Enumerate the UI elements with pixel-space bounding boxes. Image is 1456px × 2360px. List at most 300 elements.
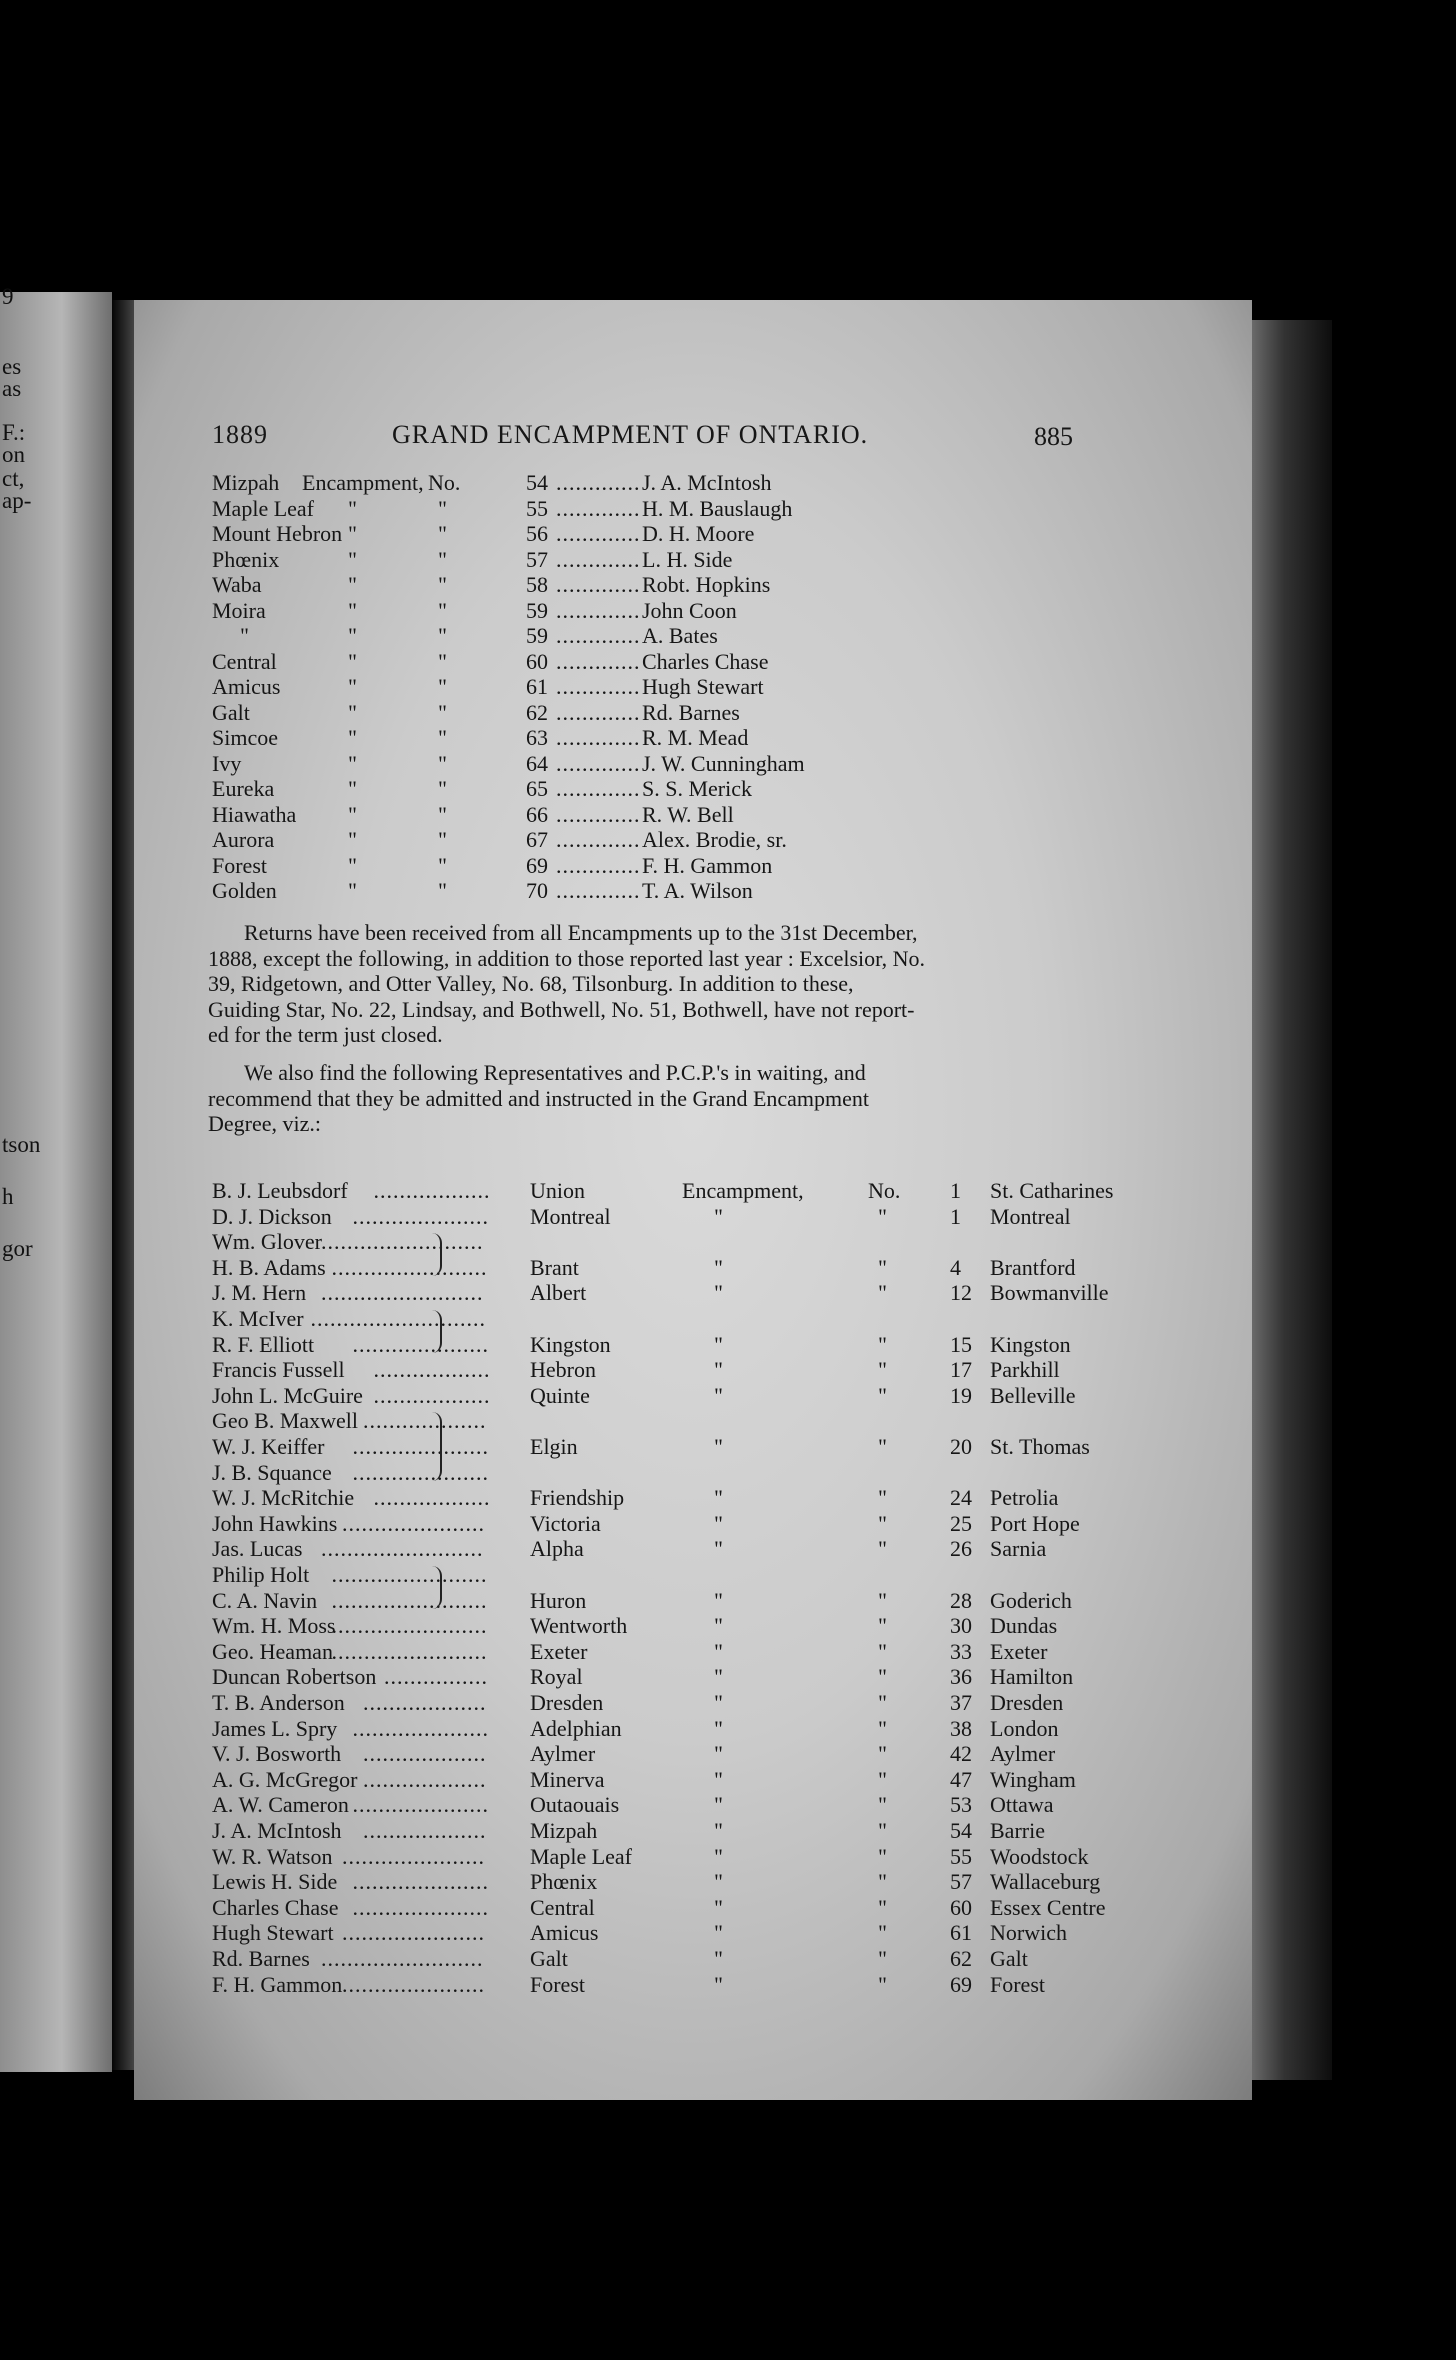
encampment-number: 20 [950, 1434, 972, 1459]
encampment-name: Friendship [530, 1485, 625, 1511]
representative-name: Rd. Barnes [212, 1946, 310, 1971]
encampment-number: 24 [950, 1485, 972, 1511]
representative-name: A. Bates [642, 623, 718, 648]
representatives-paragraph [208, 1060, 1168, 1137]
encampment-name: Huron [530, 1587, 587, 1613]
location-name: Galt [990, 1946, 1028, 1971]
encampment-number: 53 [950, 1792, 972, 1818]
representative-name: A. G. McGregor [212, 1766, 358, 1792]
list-item [212, 751, 1152, 777]
column-ditto: " [878, 1536, 887, 1562]
leader-dots: ................... [363, 1741, 487, 1767]
representative-name: R. F. Elliott [212, 1331, 315, 1357]
representative-name: J. B. Squance [212, 1459, 332, 1485]
encampment-name: Adelphian [530, 1715, 622, 1741]
list-item [212, 623, 1152, 649]
leader-dots: ...................... [342, 1843, 485, 1869]
encampment-name: Union [530, 1178, 585, 1203]
leader-dots: ......................... [321, 1946, 484, 1971]
encampment-name: Hiawatha [212, 801, 297, 827]
representative-name: Rd. Barnes [642, 699, 740, 725]
column-kind: " [714, 1894, 723, 1920]
table-row [212, 1204, 1172, 1230]
encampment-name: " [240, 623, 249, 648]
representative-name: Robt. Hopkins [642, 572, 771, 597]
representative-name: Hugh Stewart [212, 1920, 334, 1946]
representative-name: V. J. Bosworth [212, 1741, 342, 1767]
table-row [212, 1408, 1172, 1434]
encampment-name: Montreal [530, 1203, 611, 1229]
table-row [212, 1767, 1172, 1793]
list-item [212, 649, 1152, 675]
column-ditto: " [878, 1869, 887, 1895]
column-kind: " [714, 1843, 723, 1869]
column-ditto: " [878, 1920, 887, 1946]
column-ditto: " [878, 1613, 887, 1639]
table-row [212, 1511, 1172, 1537]
ditto-mark: " [348, 521, 357, 546]
facing-page-text: on [2, 442, 25, 467]
paragraph-line: recommend that they be admitted and instructed in the Grand Encampment [208, 1085, 870, 1111]
ditto-mark: " [348, 725, 357, 750]
encampment-number: 54 [950, 1818, 972, 1843]
encampment-name: Central [212, 648, 277, 674]
column-kind: " [714, 1203, 723, 1229]
ditto-mark: " [438, 674, 447, 699]
column-ditto: " [878, 1331, 887, 1357]
leader-dots: ............. [556, 623, 641, 648]
encampment-name: Aylmer [530, 1741, 596, 1767]
encampment-name: Phœnix [530, 1869, 598, 1895]
table-row [212, 1460, 1172, 1486]
table-row [212, 1280, 1172, 1306]
facing-page-text: h [2, 1184, 14, 1209]
location-name: Dundas [990, 1613, 1058, 1639]
representative-name: Jas. Lucas [212, 1536, 303, 1562]
representative-name: Alex. Brodie, sr. [642, 827, 787, 852]
column-header-encampment: Encampment, [302, 470, 424, 495]
encampment-name: Golden [212, 878, 277, 903]
list-item [212, 776, 1152, 802]
table-row [212, 1946, 1172, 1972]
encampment-number: 59 [526, 623, 548, 648]
location-name: London [990, 1715, 1059, 1741]
ditto-mark: " [348, 623, 357, 648]
column-ditto: " [878, 1792, 887, 1818]
document-page [134, 300, 1252, 2100]
column-ditto: " [878, 1357, 887, 1383]
encampment-number: 26 [950, 1536, 972, 1562]
leader-dots: ..................... [352, 1894, 489, 1920]
column-ditto: " [878, 1664, 887, 1690]
table-row [212, 1229, 1172, 1255]
leader-dots: ............. [556, 648, 641, 674]
column-kind: " [714, 1587, 723, 1613]
leader-dots: ..................... [352, 1434, 489, 1459]
column-kind: " [714, 1536, 723, 1562]
facing-page-text: tson [2, 1132, 41, 1157]
table-row [212, 1178, 1172, 1204]
leader-dots: ............. [556, 521, 641, 546]
encampment-number: 60 [950, 1894, 972, 1920]
ditto-mark: " [438, 776, 447, 801]
table-row [212, 1920, 1172, 1946]
encampment-number: 60 [526, 648, 548, 674]
encampment-name: Moira [212, 597, 266, 623]
paragraph-line: ed for the term just closed. [208, 1022, 443, 1047]
location-name: Brantford [990, 1254, 1076, 1280]
leader-dots: ................... [363, 1408, 487, 1434]
encampment-name: Dresden [530, 1690, 604, 1715]
paragraph-line: Returns have been received from all Encampments up to the 31st December, [244, 920, 918, 945]
encampment-name: Brant [530, 1254, 579, 1280]
leader-dots: ................... [363, 1690, 487, 1715]
encampment-number: 69 [950, 1971, 972, 1997]
location-name: Exeter [990, 1638, 1048, 1664]
representative-name: W. J. McRitchie [212, 1485, 355, 1511]
location-name: Dresden [990, 1690, 1064, 1715]
column-ditto: No. [868, 1178, 901, 1203]
returns-paragraph [208, 920, 1168, 1048]
location-name: Parkhill [990, 1357, 1060, 1383]
representative-name: Duncan Robertson [212, 1664, 377, 1690]
location-name: Belleville [990, 1382, 1076, 1408]
location-name: Bowmanville [990, 1280, 1109, 1306]
encampment-number: 4 [950, 1254, 961, 1280]
column-kind: " [714, 1331, 723, 1357]
encampment-name: Forest [530, 1971, 585, 1997]
leader-dots: .................. [373, 1178, 491, 1203]
encampment-number: 19 [950, 1382, 972, 1408]
location-name: Aylmer [990, 1741, 1056, 1767]
ditto-mark: " [348, 495, 357, 521]
column-ditto: " [878, 1818, 887, 1843]
encampment-name: Ivy [212, 750, 242, 776]
ditto-mark: " [438, 597, 447, 623]
list-item [212, 802, 1152, 828]
leader-dots: ......................... [321, 1229, 484, 1255]
facing-page-text: as [2, 376, 22, 401]
table-row [212, 1664, 1172, 1690]
encampment-number: 65 [526, 776, 548, 801]
encampment-number: 59 [526, 597, 548, 623]
table-row [212, 1818, 1172, 1844]
encampment-name: Albert [530, 1280, 587, 1306]
location-name: Ottawa [990, 1792, 1054, 1818]
representative-name: John Hawkins [212, 1510, 338, 1536]
column-ditto: " [878, 1638, 887, 1664]
facing-page-text: F.: [2, 420, 26, 445]
table-row [212, 1869, 1172, 1895]
location-name: Woodstock [990, 1843, 1089, 1869]
encampment-name: Mizpah [212, 470, 280, 495]
encampment-name: Amicus [530, 1920, 599, 1946]
table-row [212, 1536, 1172, 1562]
encampment-number: 57 [950, 1869, 972, 1895]
ditto-mark: " [438, 852, 447, 878]
leader-dots: ............. [556, 546, 641, 572]
column-ditto: " [878, 1971, 887, 1997]
encampment-name: Royal [530, 1664, 583, 1690]
leader-dots: ........................ [331, 1562, 488, 1587]
location-name: Kingston [990, 1331, 1071, 1357]
leader-dots: ........................ [331, 1254, 488, 1280]
location-name: Hamilton [990, 1664, 1074, 1690]
leader-dots: ..................... [352, 1715, 489, 1741]
representative-name: Lewis H. Side [212, 1869, 338, 1895]
facing-page-text: ct, [2, 466, 25, 491]
representative-name: Wm. Glover [212, 1229, 322, 1255]
leader-dots: ........................... [310, 1306, 486, 1331]
table-row [212, 1588, 1172, 1614]
encampment-name: Galt [530, 1946, 568, 1971]
column-kind: " [714, 1638, 723, 1664]
leader-dots: ..................... [352, 1792, 489, 1818]
column-kind: " [714, 1254, 723, 1280]
representative-name: H. B. Adams [212, 1254, 326, 1280]
ditto-mark: " [348, 597, 357, 623]
location-name: Sarnia [990, 1536, 1047, 1562]
facing-page-text: 9 [2, 284, 14, 309]
table-row [212, 1716, 1172, 1742]
encampment-number: 1 [950, 1203, 961, 1229]
column-kind: " [714, 1382, 723, 1408]
encampment-name: Mizpah [530, 1818, 598, 1843]
list-item [212, 572, 1152, 598]
encampment-name: Aurora [212, 827, 275, 852]
list-item [212, 827, 1152, 853]
page-edge [1252, 320, 1332, 2080]
table-row [212, 1690, 1172, 1716]
leader-dots: ..................... [352, 1203, 489, 1229]
location-name: Essex Centre [990, 1894, 1106, 1920]
paragraph-line: 39, Ridgetown, and Otter Valley, No. 68, Tilsonburg. In addition to these, [208, 971, 854, 996]
ditto-mark: " [438, 623, 447, 648]
encampment-number: 57 [526, 546, 548, 572]
representative-name: Hugh Stewart [642, 674, 764, 699]
column-kind: " [714, 1664, 723, 1690]
leader-dots: ........................ [331, 1613, 488, 1639]
encampment-name: Quinte [530, 1382, 590, 1408]
representative-name: Wm. H. Moss [212, 1613, 336, 1639]
encampment-number: 61 [526, 674, 548, 699]
representative-name: J. M. Hern [212, 1280, 307, 1306]
column-kind: " [714, 1946, 723, 1971]
column-kind: " [714, 1766, 723, 1792]
facing-page-text: ap- [2, 488, 32, 513]
ditto-mark: " [348, 852, 357, 878]
table-row [212, 1741, 1172, 1767]
column-ditto: " [878, 1587, 887, 1613]
ditto-mark: " [438, 546, 447, 572]
representative-name: R. W. Bell [642, 801, 734, 827]
table-row [212, 1972, 1172, 1998]
table-row [212, 1485, 1172, 1511]
ditto-mark: " [348, 648, 357, 674]
encampment-number: 63 [526, 725, 548, 750]
encampment-number: 69 [526, 852, 548, 878]
encampment-number: 17 [950, 1357, 972, 1383]
encampment-number: 37 [950, 1690, 972, 1715]
encampment-name: Maple Leaf [212, 495, 314, 521]
leader-dots: .................. [373, 1485, 491, 1511]
encampment-name: Victoria [530, 1510, 601, 1536]
encampment-number: 56 [526, 521, 548, 546]
encampment-number: 62 [950, 1946, 972, 1971]
brace-mark [430, 1412, 442, 1481]
column-kind: " [714, 1818, 723, 1843]
representative-name: A. W. Cameron [212, 1792, 349, 1818]
leader-dots: ......................... [321, 1280, 484, 1306]
ditto-mark: " [348, 827, 357, 852]
facing-page-text: gor [2, 1236, 33, 1261]
list-item [212, 674, 1152, 700]
ditto-mark: " [348, 674, 357, 699]
column-kind: Encampment, [682, 1178, 804, 1203]
encampment-number: 70 [526, 878, 548, 903]
representative-name: J. A. McIntosh [642, 470, 772, 495]
encampment-name: Phœnix [212, 546, 280, 572]
running-title: GRAND ENCAMPMENT OF ONTARIO. [392, 420, 869, 449]
location-name: Forest [990, 1971, 1045, 1997]
encampment-name: Maple Leaf [530, 1843, 632, 1869]
encampment-name: Kingston [530, 1331, 611, 1357]
column-kind: " [714, 1690, 723, 1715]
table-row [212, 1306, 1172, 1332]
encampment-number: 25 [950, 1510, 972, 1536]
encampment-number: 58 [526, 572, 548, 597]
encampment-number: 66 [526, 801, 548, 827]
ditto-mark: " [348, 750, 357, 776]
ditto-mark: " [438, 572, 447, 597]
list-item [212, 700, 1152, 726]
representative-name: R. M. Mead [642, 725, 749, 750]
representative-name: Charles Chase [642, 648, 769, 674]
table-row [212, 1434, 1172, 1460]
leader-dots: ............. [556, 495, 641, 521]
representative-name: Geo B. Maxwell [212, 1408, 359, 1434]
location-name: Petrolia [990, 1485, 1059, 1511]
encampment-name: Waba [212, 572, 262, 597]
representative-name: S. S. Merick [642, 776, 752, 801]
leader-dots: ..................... [352, 1869, 489, 1895]
column-ditto: " [878, 1280, 887, 1306]
encampment-number: 30 [950, 1613, 972, 1639]
column-kind: " [714, 1792, 723, 1818]
encampment-name: Wentworth [530, 1613, 628, 1639]
column-kind: " [714, 1485, 723, 1511]
table-row [212, 1792, 1172, 1818]
ditto-mark: " [438, 521, 447, 546]
column-header-no: No. [428, 470, 461, 495]
ditto-mark: " [348, 699, 357, 725]
representative-name: F. H. Gammon [642, 852, 773, 878]
encampment-name: Alpha [530, 1536, 584, 1562]
list-item [212, 853, 1152, 879]
page-number: 885 [1034, 422, 1073, 451]
representative-name: L. H. Side [642, 546, 733, 572]
representative-name: T. B. Anderson [212, 1690, 345, 1715]
leader-dots: ............. [556, 750, 641, 776]
encampment-number: 67 [526, 827, 548, 852]
encampment-number: 28 [950, 1587, 972, 1613]
location-name: Goderich [990, 1587, 1072, 1613]
column-kind: " [714, 1510, 723, 1536]
representative-name: J. A. McIntosh [212, 1818, 342, 1843]
representative-name: J. W. Cunningham [642, 750, 805, 776]
column-ditto: " [878, 1766, 887, 1792]
encampment-number: 42 [950, 1741, 972, 1767]
leader-dots: ............. [556, 827, 641, 852]
table-row [212, 1895, 1172, 1921]
column-kind: " [714, 1280, 723, 1306]
leader-dots: ........................ [331, 1587, 488, 1613]
leader-dots: ............. [556, 470, 641, 495]
table-row [212, 1357, 1172, 1383]
leader-dots: ............. [556, 699, 641, 725]
ditto-mark: " [438, 725, 447, 750]
leader-dots: ............. [556, 572, 641, 597]
column-ditto: " [878, 1843, 887, 1869]
leader-dots: ...................... [342, 1510, 485, 1536]
representative-name: B. J. Leubsdorf [212, 1178, 348, 1203]
location-name: Port Hope [990, 1510, 1080, 1536]
column-ditto: " [878, 1434, 887, 1459]
representative-name: Charles Chase [212, 1894, 339, 1920]
encampment-number: 62 [526, 699, 548, 725]
facing-page-fragment [0, 284, 112, 2072]
encampment-name: Simcoe [212, 725, 278, 750]
paragraph-line: Guiding Star, No. 22, Lindsay, and Bothwell, No. 51, Bothwell, have not report- [208, 996, 915, 1022]
encampment-number: 64 [526, 750, 548, 776]
leader-dots: ................... [363, 1818, 487, 1843]
encampment-name: Forest [212, 852, 267, 878]
list-item [212, 547, 1152, 573]
table-row [212, 1332, 1172, 1358]
ditto-mark: " [348, 776, 357, 801]
list-item [212, 496, 1152, 522]
leader-dots: ................ [384, 1664, 488, 1690]
representative-name: Philip Holt [212, 1562, 310, 1587]
ditto-mark: " [438, 495, 447, 521]
facing-page-text: es [2, 354, 22, 379]
list-item [212, 878, 1152, 904]
representative-name: James L. Spry [212, 1715, 338, 1741]
location-name: Barrie [990, 1818, 1045, 1843]
encampment-name: Exeter [530, 1638, 588, 1664]
encampment-number: 15 [950, 1331, 972, 1357]
brace-mark [430, 1566, 442, 1609]
table-row [212, 1383, 1172, 1409]
encampment-number: 36 [950, 1664, 972, 1690]
column-ditto: " [878, 1715, 887, 1741]
leader-dots: ............. [556, 725, 641, 750]
encampment-number: 55 [526, 495, 548, 521]
encampment-name: Hebron [530, 1357, 596, 1383]
column-kind: " [714, 1971, 723, 1997]
leader-dots: ..................... [352, 1459, 489, 1485]
leader-dots: ............. [556, 776, 641, 801]
location-name: Wingham [990, 1766, 1076, 1792]
encampment-name: Galt [212, 699, 250, 725]
column-ditto: " [878, 1510, 887, 1536]
encampment-name: Minerva [530, 1766, 605, 1792]
encampment-name: Amicus [212, 674, 281, 699]
table-row [212, 1844, 1172, 1870]
list-item [212, 470, 1152, 496]
encampment-number: 54 [526, 470, 548, 495]
ditto-mark: " [348, 801, 357, 827]
